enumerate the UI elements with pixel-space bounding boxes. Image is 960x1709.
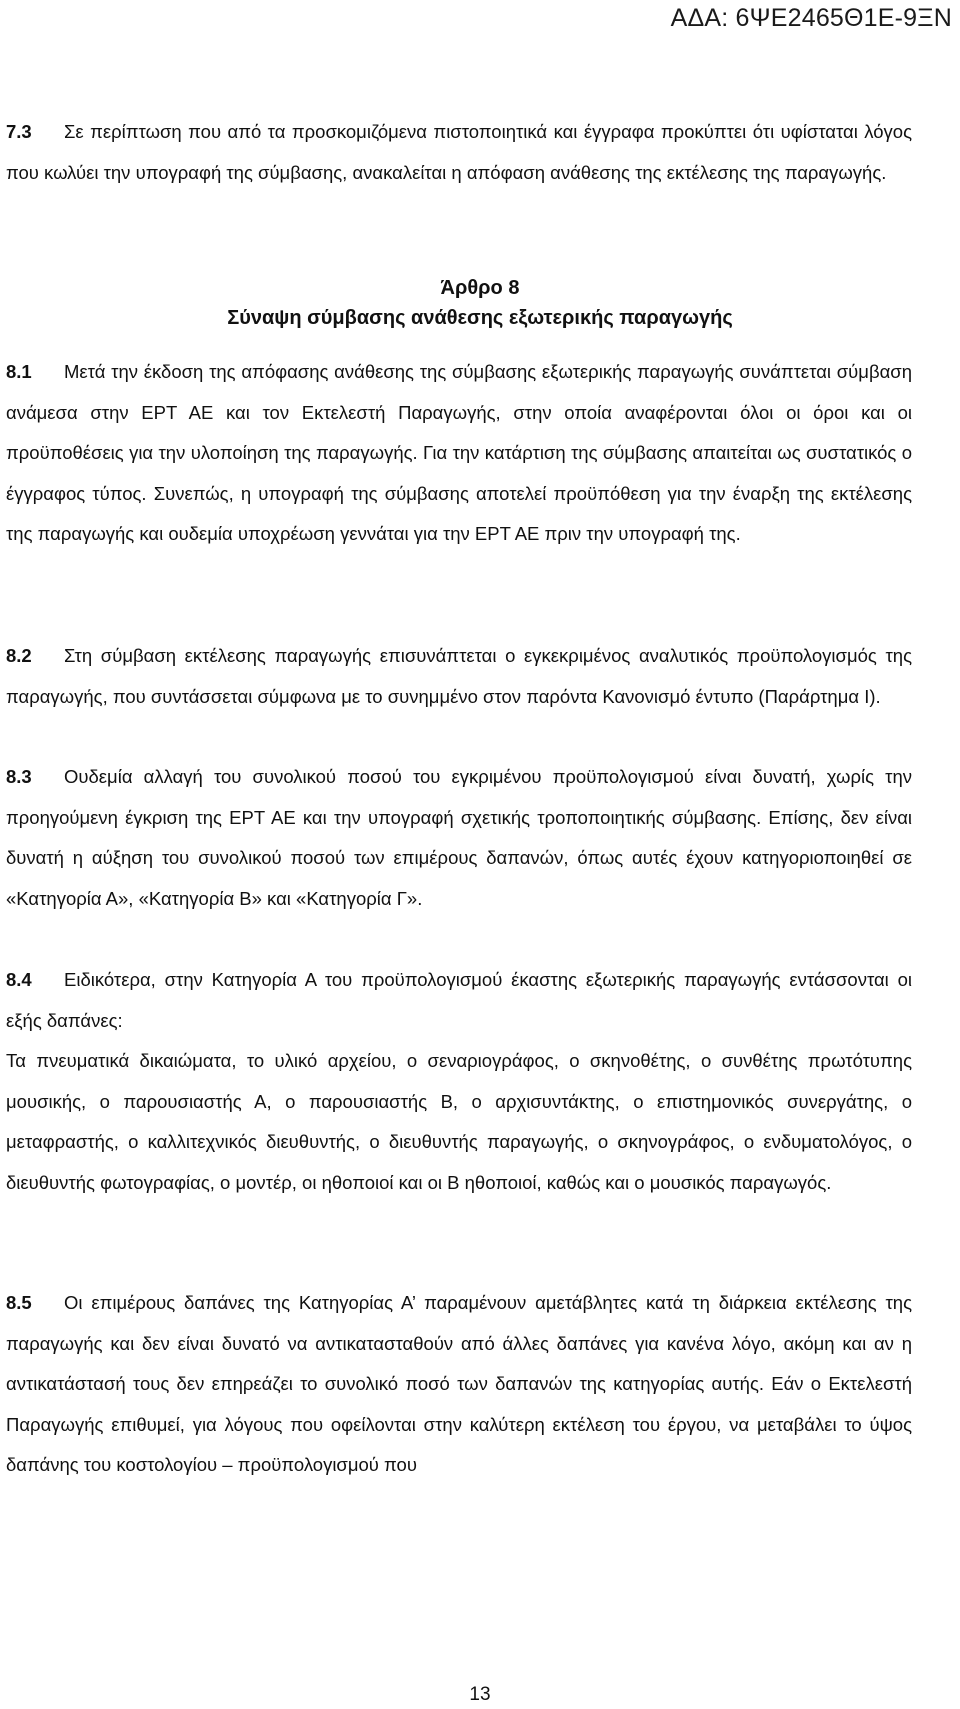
clause-text: Ειδικότερα, στην Κατηγορία Α του προϋπολογισμού έκαστης εξωτερικής παραγωγής εντάσσονται οι εξής δαπάνες: (6, 969, 912, 1031)
clause-number: 7.3 (6, 121, 32, 142)
clause-8-4 (6, 960, 912, 1203)
clause-text: Στη σύμβαση εκτέλεσης παραγωγής επισυνάπτεται ο εγκεκριμένος αναλυτικός προϋπολογισμός της παραγωγής, που συντάσσεται σύμφωνα με το συνημμένο στον παρόντα Κανονισμό έντυπο (Παράρτημα Ι). (6, 645, 912, 707)
clause-number: 8.4 (6, 969, 32, 990)
clause-text: Ουδεμία αλλαγή του συνολικού ποσού του εγκριμένου προϋπολογισμού είναι δυνατή, χωρίς την προηγούμενη έγκριση της ΕΡΤ ΑΕ και την υπογραφή σχετικής τροποποιητικής σύμβασης. Επίσης, δεν είναι δυνατή η αύξηση του συνολικού ποσού των επιμέρους δαπανών, όπως αυτές έχουν κατηγοριοποιηθεί σε «Κατηγορία Α», «Κατηγορία Β» και «Κατηγορία Γ». (6, 766, 912, 909)
clause-number: 8.1 (6, 361, 32, 382)
clause-8-1 (6, 352, 912, 555)
clause-number: 8.5 (6, 1292, 32, 1313)
article-title: Άρθρο 8 (440, 277, 520, 299)
clause-number: 8.3 (6, 766, 32, 787)
clause-8-5 (6, 1283, 912, 1486)
clause-text: Μετά την έκδοση της απόφασης ανάθεσης της σύμβασης εξωτερικής παραγωγής συνάπτεται σύμβαση ανάμεσα στην ΕΡΤ ΑΕ και τον Εκτελεστή Παραγωγής, στην οποία αναφέρονται όλοι οι όροι και οι προϋποθέσεις για την υλοποίηση της παραγωγής. Για την κατάρτιση της σύμβασης απαιτείται ως συστατικός ο έγγραφος τύπος. Συνεπώς, η υπογραφή της σύμβασης αποτελεί προϋπόθεση για την έναρξη της εκτέλεσης της παραγωγής και ουδεμία υποχρέωση γεννάται για την ΕΡΤ ΑΕ πριν την υπογραφή της. (6, 361, 912, 544)
clause-7-3 (6, 112, 912, 193)
clause-number: 8.2 (6, 645, 32, 666)
clause-text: Σε περίπτωση που από τα προσκομιζόμενα πιστοποιητικά και έγγραφα προκύπτει ότι υφίσταται λόγος που κωλύει την υπογραφή της σύμβασης, ανακαλείται η απόφαση ανάθεσης της εκτέλεσης της παραγωγής. (6, 121, 912, 183)
ada-code: ΑΔΑ: 6ΨΕ2465Θ1Ε-9ΞΝ (670, 4, 952, 32)
page-number: 13 (469, 1684, 491, 1705)
clause-8-3 (6, 757, 912, 919)
article-subtitle: Σύναψη σύμβασης ανάθεσης εξωτερικής παραγωγής (227, 307, 733, 329)
clause-8-2 (6, 636, 912, 717)
clause-subparagraph: Τα πνευματικά δικαιώματα, το υλικό αρχείου, ο σεναριογράφος, ο σκηνοθέτης, ο συνθέτης πρωτότυπης μουσικής, ο παρουσιαστής Α, ο παρουσιαστής Β, ο αρχισυντάκτης, ο επιστημονικός συνεργάτης, ο μεταφραστής, ο καλλιτεχνικός διευθυντής, ο διευθυντής παραγωγής, ο σκηνογράφος, ο ενδυματολόγος, ο διευθυντής φωτογραφίας, ο μοντέρ, οι ηθοποιοί και οι Β ηθοποιοί, καθώς και ο μουσικός παραγωγός. (6, 1050, 912, 1193)
clause-text: Οι επιμέρους δαπάνες της Κατηγορίας Α’ παραμένουν αμετάβλητες κατά τη διάρκεια εκτέλεσης της παραγωγής και δεν είναι δυνατό να αντικατασταθούν από άλλες δαπάνες για κανένα λόγο, ακόμη και αν η αντικατάστασή τους δεν επηρεάζει το συνολικό ποσό των δαπανών της κατηγορίας αυτής. Εάν ο Εκτελεστή Παραγωγής επιθυμεί, για λόγους που οφείλονται στην καλύτερη εκτέλεση του έργου, να μεταβάλει το ύψος δαπάνης του κοστολογίου – προϋπολογισμού που (6, 1292, 912, 1475)
